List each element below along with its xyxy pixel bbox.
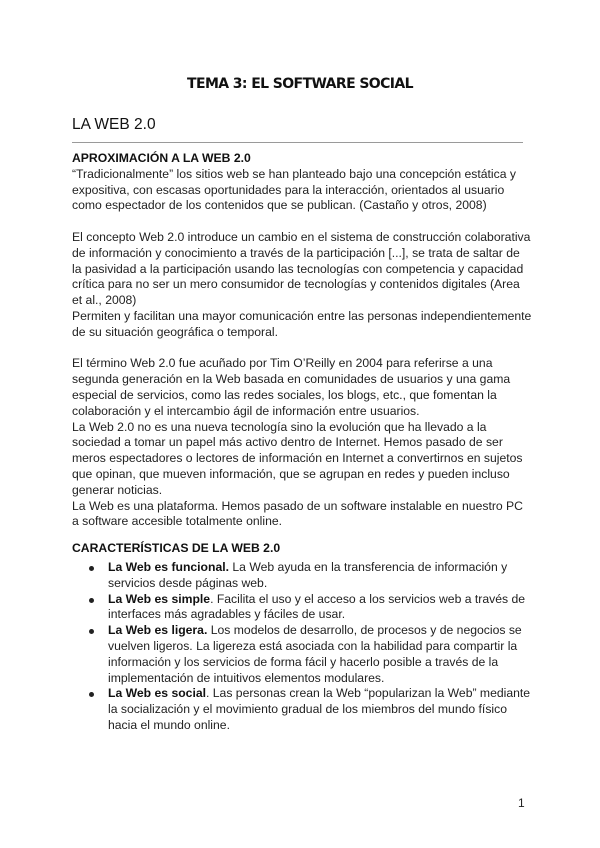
paragraph-spacer	[72, 341, 532, 357]
feature-lead: La Web es social	[108, 686, 206, 701]
bullet-icon	[89, 566, 94, 571]
bullet-icon	[89, 598, 94, 603]
heading-divider	[72, 142, 523, 143]
subheading-aproximacion: APROXIMACIÓN A LA WEB 2.0	[72, 151, 251, 165]
feature-text: . Las personas crean la Web “popularizan la Web” mediante la socialización y el movimiento gradual de los miembros del mundo físico hacia el mundo online.	[108, 686, 531, 732]
paragraph: El término Web 2.0 fue acuñado por Tim O’Reilly en 2004 para referirse a una segunda generación en la Web basada en comunidades de usuarios y una gama especial de servicios, como las redes sociales, los blogs, etc., que fomentan la colaboración y el intercambio ágil de información entre usuarios.	[72, 356, 511, 418]
paragraph: El concepto Web 2.0 introduce un cambio en el sistema de construcción colaborativa de información y conocimiento a través de la participación [...], se trata de saltar de la pasividad a la participación usando las tecnologías con competencia y capacidad crítica para no ser un mero consumidor de tecnologías y contenidos digitales (Area et al., 2008)	[72, 229, 531, 308]
feature-lead: La Web es simple	[108, 591, 211, 606]
feature-lead: La Web es ligera.	[108, 623, 208, 638]
section-heading: LA WEB 2.0	[72, 116, 156, 133]
list-item	[72, 686, 532, 733]
feature-text: . Facilita el uso y el acceso a los servicios web a través de interfaces más agradables y fáciles de usar.	[108, 591, 526, 622]
page-number: 1	[518, 796, 525, 810]
paragraph: La Web 2.0 no es una nueva tecnología sino la evolución que ha llevado a la sociedad a tomar un papel más activo dentro de Internet. Hemos pasado de ser meros espectadores o lectores de información en Internet a convertirnos en sujetos que opinan, que mueven información, que se agrupan en redes y pueden incluso generar noticias.	[72, 419, 523, 497]
subheading-caracteristicas: CARACTERÍSTICAS DE LA WEB 2.0	[72, 541, 281, 556]
list-item	[72, 623, 532, 686]
feature-text: Los modelos de desarrollo, de procesos y de negocios se vuelven ligeros. La ligereza está asociada con la habilidad para compartir la información y los servicios de forma fácil y hacerlo posible a través de la implementación de intuitivos elementos modulares.	[108, 623, 522, 685]
document-title: TEMA 3: EL SOFTWARE SOCIAL	[187, 76, 413, 92]
features-list	[72, 560, 532, 734]
section-spacer	[72, 530, 532, 541]
feature-text: La Web ayuda en la transferencia de información y servicios desde páginas web.	[108, 559, 508, 590]
paragraph: “Tradicionalmente” los sitios web se han planteado bajo una concepción estática y expositiva, con escasas oportunidades para la interacción, orientados al usuario como espectador de los contenidos que se publican. (Castaño y otros, 2008)	[72, 166, 516, 213]
paragraph: La Web es una plataforma. Hemos pasado de un software instalable en nuestro PC a software accesible totalmente online.	[72, 498, 523, 529]
document-body	[72, 151, 532, 734]
paragraph: Permiten y facilitan una mayor comunicación entre las personas independientemente de su situación geográfica o temporal.	[72, 308, 532, 339]
bullet-icon	[89, 692, 94, 697]
list-item	[72, 560, 532, 592]
list-item	[72, 592, 532, 624]
paragraph-spacer	[72, 214, 532, 230]
bullet-icon	[89, 629, 94, 634]
feature-lead: La Web es funcional.	[108, 559, 229, 574]
